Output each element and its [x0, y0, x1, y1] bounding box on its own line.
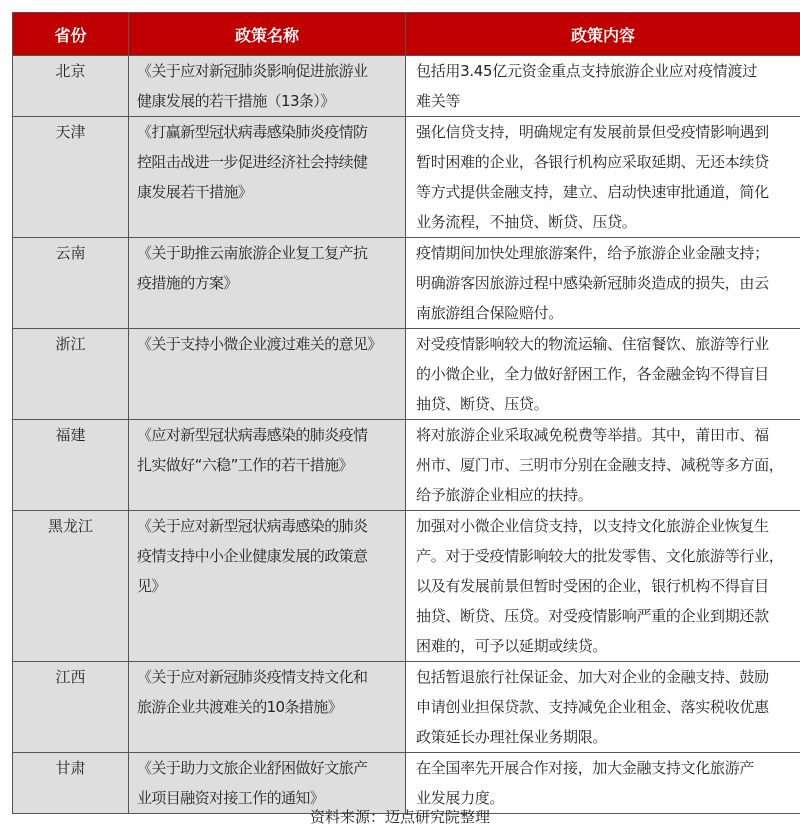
policy-name-cell-line: 扎实做好“六稳”工作的若干措施》	[137, 456, 353, 474]
table-row	[13, 511, 800, 662]
policy-name-cell	[129, 56, 406, 117]
policy-content-cell	[406, 662, 800, 753]
policy-content-cell-line: 业发展力度。	[416, 789, 505, 807]
policy-content-cell-line: 困难的，可予以延期或续贷。	[416, 637, 608, 655]
policy-name-cell-line: 《关于助推云南旅游企业复工复产抗	[137, 244, 368, 262]
policy-content-cell-line: 以及有发展前景但暂时受困的企业，银行机构不得盲目	[416, 577, 769, 595]
policy-name-cell-line: 《关于支持小微企业渡过难关的意见》	[137, 335, 382, 353]
policy-name-cell-line: 见》	[137, 577, 166, 595]
policy-content-cell-line: 州市、厦门市、三明市分别在金融支持、减税等多方面，	[416, 456, 784, 474]
policy-content-cell	[406, 238, 800, 329]
province-cell: 浙江	[13, 329, 129, 420]
policy-content-cell	[406, 420, 800, 511]
policy-name-cell	[129, 329, 406, 420]
policy-content-cell-line: 的小微企业，全力做好舒困工作，各金融金钩不得盲目	[416, 365, 769, 383]
policy-content-cell-line: 政策延长办理社保业务期限。	[416, 728, 608, 746]
policy-content-cell-line: 难关等	[416, 92, 461, 110]
policy-name-cell-line: 《关于应对新冠肺炎影响促进旅游业	[137, 62, 368, 80]
policy-content-cell	[406, 117, 800, 238]
policy-content-cell-line: 加强对小微企业信贷支持，以支持文化旅游企业恢复生	[416, 517, 769, 535]
policy-name-cell-line: 《打赢新型冠状病毒感染肺炎疫情防	[137, 123, 368, 141]
policy-content-cell-line: 在全国率先开展合作对接，加大金融支持文化旅游产	[416, 759, 755, 777]
policy-content-cell-line: 强化信贷支持，明确规定有发展前景但受疫情影响遇到	[416, 123, 769, 141]
policy-name-cell-line: 业项目融资对接工作的通知》	[137, 789, 325, 807]
policy-name-cell	[129, 238, 406, 329]
province-cell: 北京	[13, 56, 129, 117]
policy-name-cell-line: 《应对新型冠状病毒感染的肺炎疫情	[137, 426, 368, 444]
policy-content-cell-line: 对受疫情影响较大的物流运输、住宿餐饮、旅游等行业	[416, 335, 769, 353]
table-row	[13, 420, 800, 511]
policy-content-cell-line: 抽贷、断贷、压贷。	[416, 395, 549, 413]
policy-name-cell-line: 控阻击战进一步促进经济社会持续健	[137, 153, 368, 171]
province-cell: 天津	[13, 117, 129, 238]
policy-name-cell	[129, 753, 406, 814]
table-row	[13, 117, 800, 238]
policy-name-cell	[129, 117, 406, 238]
table-row	[13, 329, 800, 420]
policy-name-cell-line: 旅游企业共渡难关的10条措施》	[137, 698, 343, 716]
policy-content-cell	[406, 511, 800, 662]
policy-name-cell-line: 康发展若干措施》	[137, 183, 253, 201]
policy-content-cell-line: 包括暂退旅行社保证金、加大对企业的金融支持、鼓励	[416, 668, 769, 686]
policy-content-cell-line: 明确游客因旅游过程中感染新冠肺炎造成的损失，由云	[416, 274, 769, 292]
policy-content-cell-line: 等方式提供金融支持，建立、启动快速审批通道，简化	[416, 183, 769, 201]
source-note: 资料来源：迈点研究院整理	[309, 808, 490, 826]
policy-name-cell-line: 健康发展的若干措施（13条）》	[137, 92, 335, 110]
header-policy-content: 政策内容	[406, 13, 800, 56]
province-cell: 黑龙江	[13, 511, 129, 662]
policy-name-cell-line: 疫措施的方案》	[137, 274, 238, 292]
policy-content-cell	[406, 56, 800, 117]
policy-name-cell	[129, 662, 406, 753]
header-policy-name: 政策名称	[129, 13, 406, 56]
policy-content-cell-line: 申请创业担保贷款、支持减免企业租金、落实税收优惠	[416, 698, 769, 716]
table-header-row	[13, 13, 800, 56]
policy-name-cell-line: 疫情支持中小企业健康发展的政策意	[137, 547, 368, 565]
province-cell: 福建	[13, 420, 129, 511]
policy-content-cell	[406, 329, 800, 420]
policy-name-cell-line: 《关于应对新型冠状病毒感染的肺炎	[137, 517, 368, 535]
policy-content-cell-line: 暂时困难的企业，各银行机构应采取延期、无还本续贷	[416, 153, 769, 171]
policy-content-cell	[406, 753, 800, 814]
province-cell: 江西	[13, 662, 129, 753]
policy-content-cell-line: 给予旅游企业相应的扶持。	[416, 486, 593, 504]
header-province: 省份	[13, 13, 129, 56]
policy-name-cell-line: 《关于应对新冠肺炎疫情支持文化和	[137, 668, 368, 686]
policy-name-cell-line: 《关于助力文旅企业舒困做好文旅产	[137, 759, 368, 777]
table-row	[13, 56, 800, 117]
policy-content-cell-line: 产。对于受疫情影响较大的批发零售、文化旅游等行业，	[416, 547, 784, 565]
policy-content-cell-line: 业务流程，不抽贷、断贷、压贷。	[416, 213, 637, 231]
policy-content-cell-line: 抽贷、断贷、压贷。对受疫情影响严重的企业到期还款	[416, 607, 769, 625]
table-row	[13, 238, 800, 329]
policy-content-cell-line: 疫情期间加快处理旅游案件，给予旅游企业金融支持；	[416, 244, 769, 262]
policy-content-cell-line: 将对旅游企业采取减免税费等举措。其中，莆田市、福	[416, 426, 769, 444]
policy-content-cell-line: 南旅游组合保险赔付。	[416, 304, 564, 322]
province-cell: 甘肃	[13, 753, 129, 814]
province-cell: 云南	[13, 238, 129, 329]
policy-content-cell-line: 包括用3.45亿元资金重点支持旅游企业应对疫情渡过	[416, 62, 757, 80]
policy-table	[12, 12, 800, 814]
policy-name-cell	[129, 511, 406, 662]
policy-name-cell	[129, 420, 406, 511]
table-row	[13, 662, 800, 753]
table-row	[13, 753, 800, 814]
